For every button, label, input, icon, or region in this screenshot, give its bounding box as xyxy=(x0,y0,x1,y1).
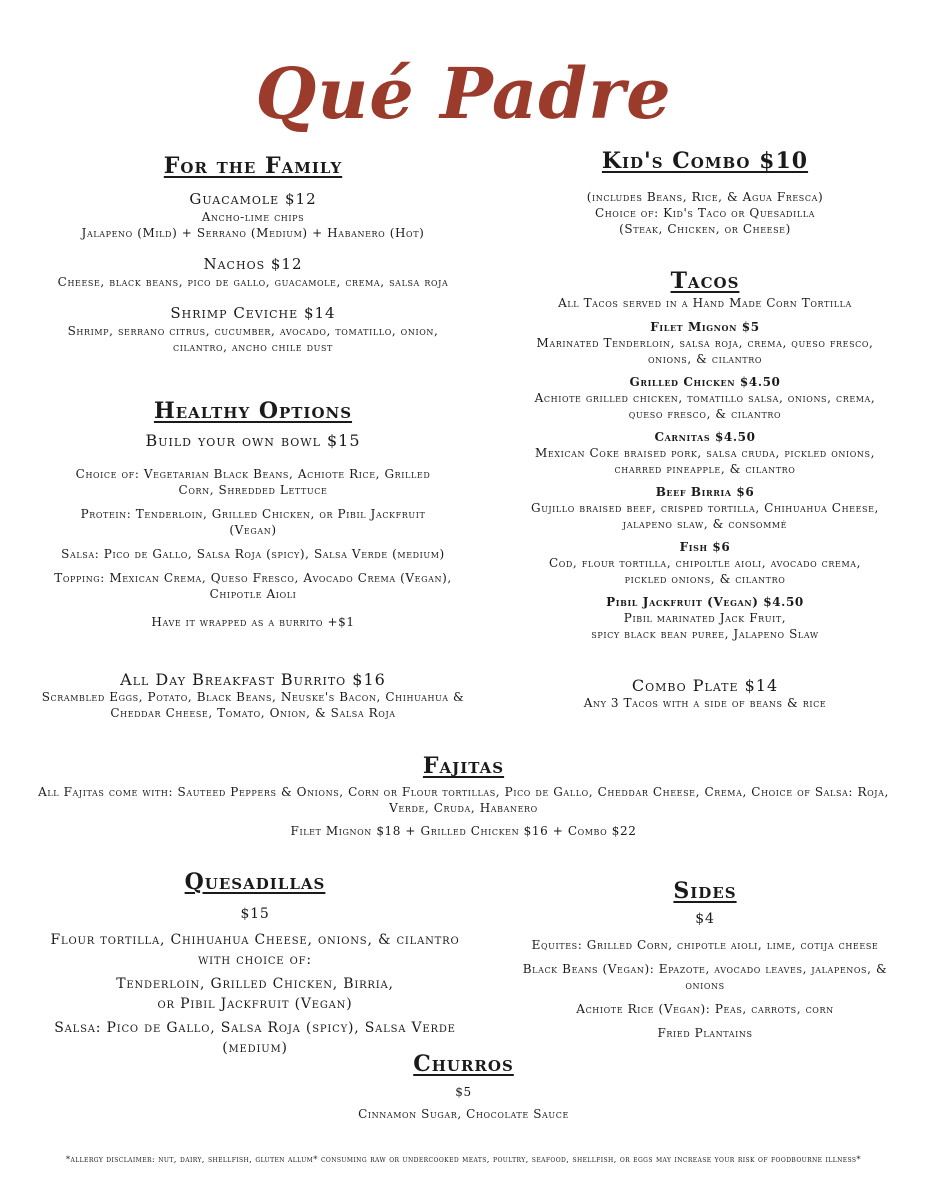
breakfast-section xyxy=(28,670,478,721)
bowl-salsa: Salsa: Pico de Gallo, Salsa Roja (spicy), Salsa Verde (medium) xyxy=(61,547,445,561)
sides-title: Sides xyxy=(673,878,737,904)
breakfast-title: All Day Breakfast Burrito $16 xyxy=(120,670,386,689)
quesadillas-price: $15 xyxy=(240,906,270,922)
family-title: For the Family xyxy=(163,153,343,179)
kids-line1: (includes Beans, Rice, & Agua Fresca) xyxy=(586,190,824,204)
taco-item xyxy=(500,594,910,642)
quesadillas-section xyxy=(20,868,490,1058)
churros-section xyxy=(20,1050,907,1122)
quesadillas-proteins-1: Tenderloin, Grilled Chicken, Birria, xyxy=(116,976,394,992)
nachos-desc: Cheese, black beans, pico de gallo, guacamole, crema, salsa roja xyxy=(57,275,449,289)
fajitas-section xyxy=(20,752,907,839)
tacos-title: Tacos xyxy=(670,268,740,294)
taco-name: Filet Mignon $5 xyxy=(650,320,760,334)
guacamole-heat: Jalapeno (Mild) + Serrano (Medium) + Habanero (Hot) xyxy=(81,226,425,240)
guacamole-title: Guacamole $12 xyxy=(189,190,317,208)
fajitas-prices: Filet Mignon $18 + Grilled Chicken $16 + Combo $22 xyxy=(290,824,637,838)
churros-price: $5 xyxy=(455,1085,472,1099)
side-item: Black Beans (Vegan): Epazote, avocado leaves, jalapenos, & onions xyxy=(522,962,888,992)
quesadillas-desc: Flour tortilla, Chihuahua Cheese, onions, & cilantro with choice of: xyxy=(50,932,460,968)
taco-desc-2: spicy black bean puree, Jalapeno Slaw xyxy=(591,627,819,641)
allergy-disclaimer-section xyxy=(60,1155,867,1166)
healthy-title: Healthy Options xyxy=(153,398,353,424)
taco-item xyxy=(500,429,910,477)
taco-name: Fish $6 xyxy=(679,540,731,554)
kids-title: Kid's Combo $10 xyxy=(601,148,809,174)
side-item: Equites: Grilled Corn, chipotle aioli, lime, cotija cheese xyxy=(531,938,879,952)
taco-item xyxy=(500,484,910,532)
taco-item xyxy=(500,319,910,367)
kids-line3: (Steak, Chicken, or Cheese) xyxy=(619,222,791,236)
side-item: Achiote Rice (Vegan): Peas, carrots, corn xyxy=(576,1002,834,1016)
fajitas-title: Fajitas xyxy=(422,753,505,779)
taco-name: Grilled Chicken $4.50 xyxy=(629,375,781,389)
ceviche-title: Shrimp Ceviche $14 xyxy=(170,304,336,322)
healthy-section xyxy=(28,397,478,630)
churros-title: Churros xyxy=(413,1051,514,1077)
fajitas-desc: All Fajitas come with: Sauteed Peppers & Onions, Corn or Flour tortillas, Pico de Gallo, Cheddar Cheese, Crema, Choice of Salsa: Roja, Verde, Cruda, Habanero xyxy=(38,785,889,815)
quesadillas-salsa: Salsa: Pico de Gallo, Salsa Roja (spicy), Salsa Verde (medium) xyxy=(54,1020,456,1056)
tacos-subtitle: All Tacos served in a Hand Made Corn Tortilla xyxy=(558,296,852,310)
taco-name: Pibil Jackfruit (Vegan) $4.50 xyxy=(606,595,804,609)
ceviche-desc: Shrimp, serrano citrus, cucumber, avocado, tomatillo, onion, cilantro, ancho chile dust xyxy=(67,324,439,354)
taco-name: Beef Birria $6 xyxy=(655,485,755,499)
guacamole-chips: Ancho-lime chips xyxy=(201,210,305,224)
churros-desc: Cinnamon Sugar, Chocolate Sauce xyxy=(358,1107,569,1121)
restaurant-logo: Qué Padre xyxy=(255,52,672,135)
bowl-protein: Protein: Tenderloin, Grilled Chicken, or Pibil Jackfruit (Vegan) xyxy=(80,507,426,537)
combo-plate-desc: Any 3 Tacos with a side of beans & rice xyxy=(583,696,827,710)
taco-desc: Cod, flour tortilla, chipoltle aioli, avocado crema, pickled onions, & cilantro xyxy=(548,556,862,586)
bowl-title: Build your own bowl $15 xyxy=(145,431,361,450)
kids-section xyxy=(500,147,910,237)
taco-desc: Pibil marinated Jack Fruit, xyxy=(623,611,787,625)
taco-desc: Gujillo braised beef, crisped tortilla, Chihuahua Cheese, jalapeno slaw, & consommé xyxy=(531,501,879,531)
side-item: Fried Plantains xyxy=(657,1026,753,1040)
taco-name: Carnitas $4.50 xyxy=(654,430,756,444)
family-section xyxy=(28,152,478,355)
sides-section xyxy=(500,877,910,1041)
breakfast-desc: Scrambled Eggs, Potato, Black Beans, Neuske's Bacon, Chihuahua & Cheddar Cheese, Tomato, Onion, & Salsa Roja xyxy=(41,690,465,720)
burrito-wrap-note: Have it wrapped as a burrito +$1 xyxy=(151,615,355,629)
bowl-choice: Choice of: Vegetarian Black Beans, Achiote Rice, Grilled Corn, Shredded Lettuce xyxy=(75,467,431,497)
taco-item xyxy=(500,539,910,587)
nachos-title: Nachos $12 xyxy=(203,255,303,273)
tacos-section xyxy=(500,267,910,711)
taco-item xyxy=(500,374,910,422)
taco-desc: Achiote grilled chicken, tomatillo salsa, onions, crema, queso fresco, & cilantro xyxy=(534,391,876,421)
allergy-disclaimer: *allergy disclaimer: nut, dairy, shellfish, gluten allum* consuming raw or undercooked meats, poultry, seafood, shellfish, or eggs may increase your risk of foodbourne illness* xyxy=(65,1155,862,1165)
sides-price: $4 xyxy=(695,911,715,927)
taco-desc: Marinated Tenderloin, salsa roja, crema, queso fresco, onions, & cilantro xyxy=(536,336,874,366)
bowl-topping: Topping: Mexican Crema, Queso Fresco, Avocado Crema (Vegan), Chipotle Aioli xyxy=(54,571,452,601)
kids-line2: Choice of: Kid's Taco or Quesadilla xyxy=(594,206,816,220)
taco-desc: Mexican Coke braised pork, salsa cruda, pickled onions, charred pineapple, & cilantro xyxy=(535,446,875,476)
combo-plate-title: Combo Plate $14 xyxy=(631,676,779,695)
quesadillas-title: Quesadillas xyxy=(184,869,326,895)
quesadillas-proteins-2: or Pibil Jackfruit (Vegan) xyxy=(157,996,353,1012)
